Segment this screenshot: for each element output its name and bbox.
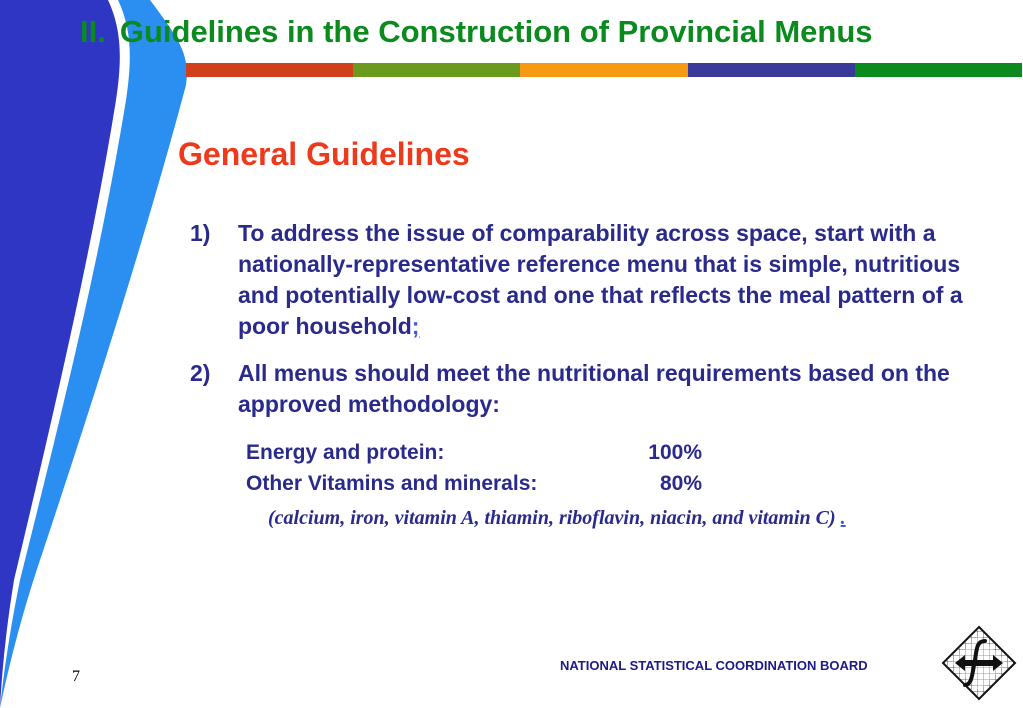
title-text: Guidelines in the Construction of Provincial Menus (119, 14, 873, 49)
requirement-value: 80% (659, 472, 702, 495)
vitamins-note-text: (calcium, iron, vitamin A, thiamin, riboflavin, niacin, and vitamin C) (268, 507, 836, 529)
list-item-text: All menus should meet the nutritional requirements based on the approved methodology: (238, 360, 950, 417)
page-number: 7 (72, 668, 80, 685)
organization-name: NATIONAL STATISTICAL COORDINATION BOARD (560, 658, 868, 673)
slide-title (80, 14, 873, 50)
requirement-label: Other Vitamins and minerals: (246, 472, 538, 495)
list-item-text (238, 218, 980, 342)
vitamins-note (268, 502, 966, 534)
period-link[interactable]: . (840, 507, 846, 529)
color-bar-segment-1 (186, 63, 353, 77)
guidelines-list (190, 218, 980, 436)
color-bar-segment-5 (855, 63, 1022, 77)
color-bar-segment-4 (688, 63, 855, 77)
color-bar-segment-2 (353, 63, 520, 77)
requirements-table (246, 437, 702, 499)
section-subtitle: General Guidelines (178, 136, 470, 172)
requirement-value: 100% (648, 441, 702, 464)
title-number: II. (80, 14, 106, 49)
semicolon-link[interactable]: ; (411, 313, 420, 339)
title-color-bar (186, 63, 1022, 77)
requirement-label: Energy and protein: (246, 441, 445, 464)
list-item-number: 1) (190, 220, 211, 246)
color-bar-segment-3 (520, 63, 687, 77)
requirement-row (246, 468, 702, 499)
requirement-row (246, 437, 702, 468)
list-item (190, 218, 980, 342)
list-item-number: 2) (190, 360, 211, 386)
nscb-diamond-logo-icon (941, 625, 1017, 701)
list-item-body: To address the issue of comparability across space, start with a nationally-representative reference menu that is simple, nutritious and potentially low-cost and one that reflects the meal pattern of a poor household (238, 220, 963, 339)
list-item (190, 358, 980, 420)
